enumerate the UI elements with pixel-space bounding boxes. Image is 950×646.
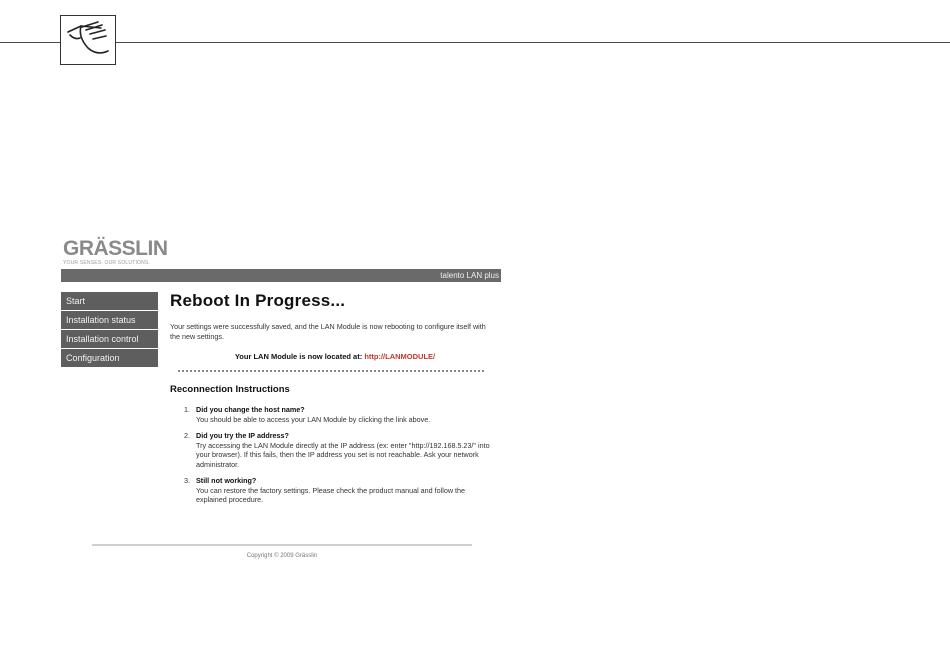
location-label: Your LAN Module is now located at: [234, 352, 363, 361]
nav-item-installation-control[interactable]: Installation control [61, 330, 158, 348]
instruction-list [170, 405, 500, 505]
main-content [170, 290, 500, 512]
copyright: Copyright © 2009 Grässlin [246, 553, 318, 559]
logo-tagline: YOUR SENSES. OUR SOLUTIONS. [63, 260, 151, 266]
header-bar [61, 269, 501, 282]
page-title: Reboot In Progress... [170, 291, 346, 310]
step-answer: Try accessing the LAN Module directly at the IP address (ex: enter "http://192.168.5.23/" into your browser). If this fails, then the IP address you set is not reachable. Ask your network administrator. [196, 440, 490, 469]
logo-word: GRÄSSLIN [63, 237, 168, 260]
step-question: Did you change the host name? [196, 405, 305, 414]
grasslin-logo [63, 238, 168, 266]
top-rule [0, 42, 950, 43]
web-page-screenshot [61, 233, 501, 573]
list-item [170, 405, 500, 424]
step-number: 3. [184, 476, 190, 485]
step-question: Still not working? [196, 476, 257, 485]
product-name: talento LAN plus [440, 271, 499, 280]
nav-item-configuration[interactable]: Configuration [61, 349, 158, 367]
step-number: 1. [184, 405, 190, 414]
list-item [170, 431, 500, 469]
list-item [170, 476, 500, 505]
step-question: Did you try the IP address? [196, 431, 289, 440]
step-answer: You should be able to access your LAN Module by clicking the link above. [196, 414, 431, 424]
footer-divider [92, 544, 472, 546]
nav-item-installation-status[interactable]: Installation status [61, 311, 158, 329]
side-nav [61, 292, 158, 368]
location-line [170, 352, 500, 361]
reconnection-heading: Reconnection Instructions [170, 384, 290, 395]
module-link[interactable]: http://LANMODULE/ [364, 352, 436, 361]
nav-item-start[interactable]: Start [61, 292, 158, 310]
hand-icon [60, 15, 116, 65]
step-answer: You can restore the factory settings. Please check the product manual and follow the explained procedure. [196, 485, 466, 504]
status-message: Your settings were successfully saved, and the LAN Module is now rebooting to configure itself with the new settings. [170, 322, 486, 341]
dotted-divider [178, 370, 484, 372]
step-number: 2. [184, 431, 190, 440]
